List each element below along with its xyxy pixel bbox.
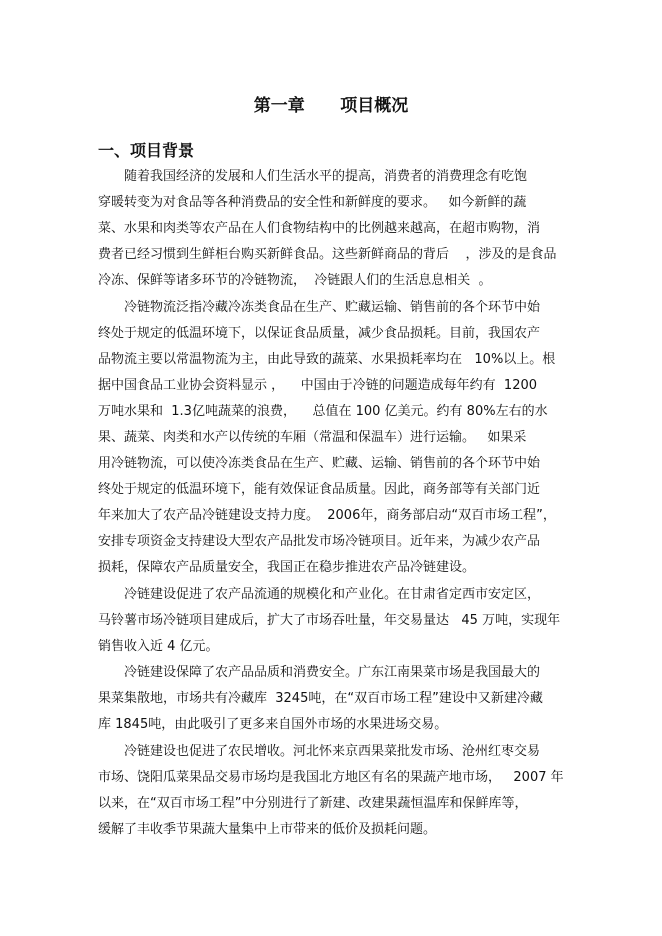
paragraph-2-line-7: 用冷链物流，可以使冷冻类食品在生产、贮藏、运输、销售前的各个环节中始: [98, 456, 541, 471]
chapter-title: 第一章 项目概况: [253, 96, 409, 116]
paragraph-1-line-4: 费者已经习惯到生鲜柜台购买新鲜食品。这些新鲜商品的背后 ，涉及的是食品: [98, 247, 557, 262]
paragraph-2-line-5: 万吨水果和 1.3亿吨蔬菜的浪费， 总值在 100 亿美元。约有 80%左右的水: [98, 404, 548, 419]
paragraph-2-line-11: 损耗，保障农产品质量安全，我国正在稳步推进农产品冷链建设。: [98, 560, 476, 575]
paragraph-4-line-3: 库 1845吨，由此吸引了更多来自国外市场的水果进场交易。: [98, 717, 448, 732]
paragraph-2-line-4: 据中国食品工业协会资料显示 ， 中国由于冷链的问题造成每年约有 1200: [98, 378, 538, 393]
paragraph-5-line-4: 缓解了丰收季节果蔬大量集中上市带来的低价及损耗问题。: [98, 822, 437, 837]
paragraph-2-line-2: 终处于规定的低温环境下，以保证食品质量，减少食品损耗。目前，我国农产: [98, 326, 541, 341]
paragraph-2-line-1: 冷链物流泛指冷藏冷冻类食品在生产、贮藏运输、销售前的各个环节中始: [124, 300, 541, 315]
paragraph-2-line-6: 果、蔬菜、肉类和水产以传统的车厢（常温和保温车）进行运输。 如果采: [98, 430, 527, 445]
paragraph-2-line-8: 终处于规定的低温环境下，能有效保证食品质量。因此，商务部等有关部门近: [98, 482, 541, 497]
paragraph-4-line-1: 冷链建设保障了农产品品质和消费安全。广东江南果菜市场是我国最大的: [124, 665, 541, 680]
paragraph-1-line-2: 穿暖转变为对食品等各种消费品的安全性和新鲜度的要求。 如今新鲜的蔬: [98, 195, 527, 210]
paragraph-5-line-1: 冷链建设也促进了农民增收。河北怀来京西果菜批发市场、沧州红枣交易: [124, 744, 541, 759]
paragraph-2-line-10: 安排专项资金支持建设大型农产品批发市场冷链项目。近年来，为减少农产品: [98, 534, 541, 549]
section-heading: 一、项目背景: [98, 141, 195, 160]
paragraph-3-line-2: 马铃薯市场冷链项目建成后，扩大了市场吞吐量，年交易量达 45 万吨，实现年: [98, 613, 561, 628]
paragraph-1-line-5: 冷冻、保鲜等诸多环节的冷链物流， 冷链跟人们的生活息息相关 。: [98, 273, 492, 288]
paragraph-2-line-3: 品物流主要以常温物流为主，由此导致的蔬菜、水果损耗率均在 10%以上。根: [98, 352, 556, 367]
paragraph-4-line-2: 果菜集散地，市场共有冷藏库 3245吨，在“双百市场工程”建设中又新建冷藏: [98, 691, 543, 706]
paragraph-5-line-2: 市场、饶阳瓜菜果品交易市场均是我国北方地区有名的果蔬产地市场， 2007 年: [98, 770, 564, 785]
paragraph-1-line-1: 随着我国经济的发展和人们生活水平的提高，消费者的消费理念有吃饱: [124, 169, 528, 184]
paragraph-2-line-9: 年来加大了农产品冷链建设支持力度。 2006年，商务部启动“双百市场工程”，: [98, 508, 556, 523]
paragraph-3-line-3: 销售收入近 4 亿元。: [98, 639, 219, 654]
paragraph-1-line-3: 菜、水果和肉类等农产品在人们食物结构中的比例越来越高，在超市购物，消: [98, 221, 541, 236]
paragraph-3-line-1: 冷链建设促进了农产品流通的规模化和产业化。在甘肃省定西市安定区，: [124, 587, 541, 602]
paragraph-5-line-3: 以来，在“双百市场工程”中分别进行了新建、改建果蔬恒温库和保鲜库等，: [98, 796, 528, 811]
